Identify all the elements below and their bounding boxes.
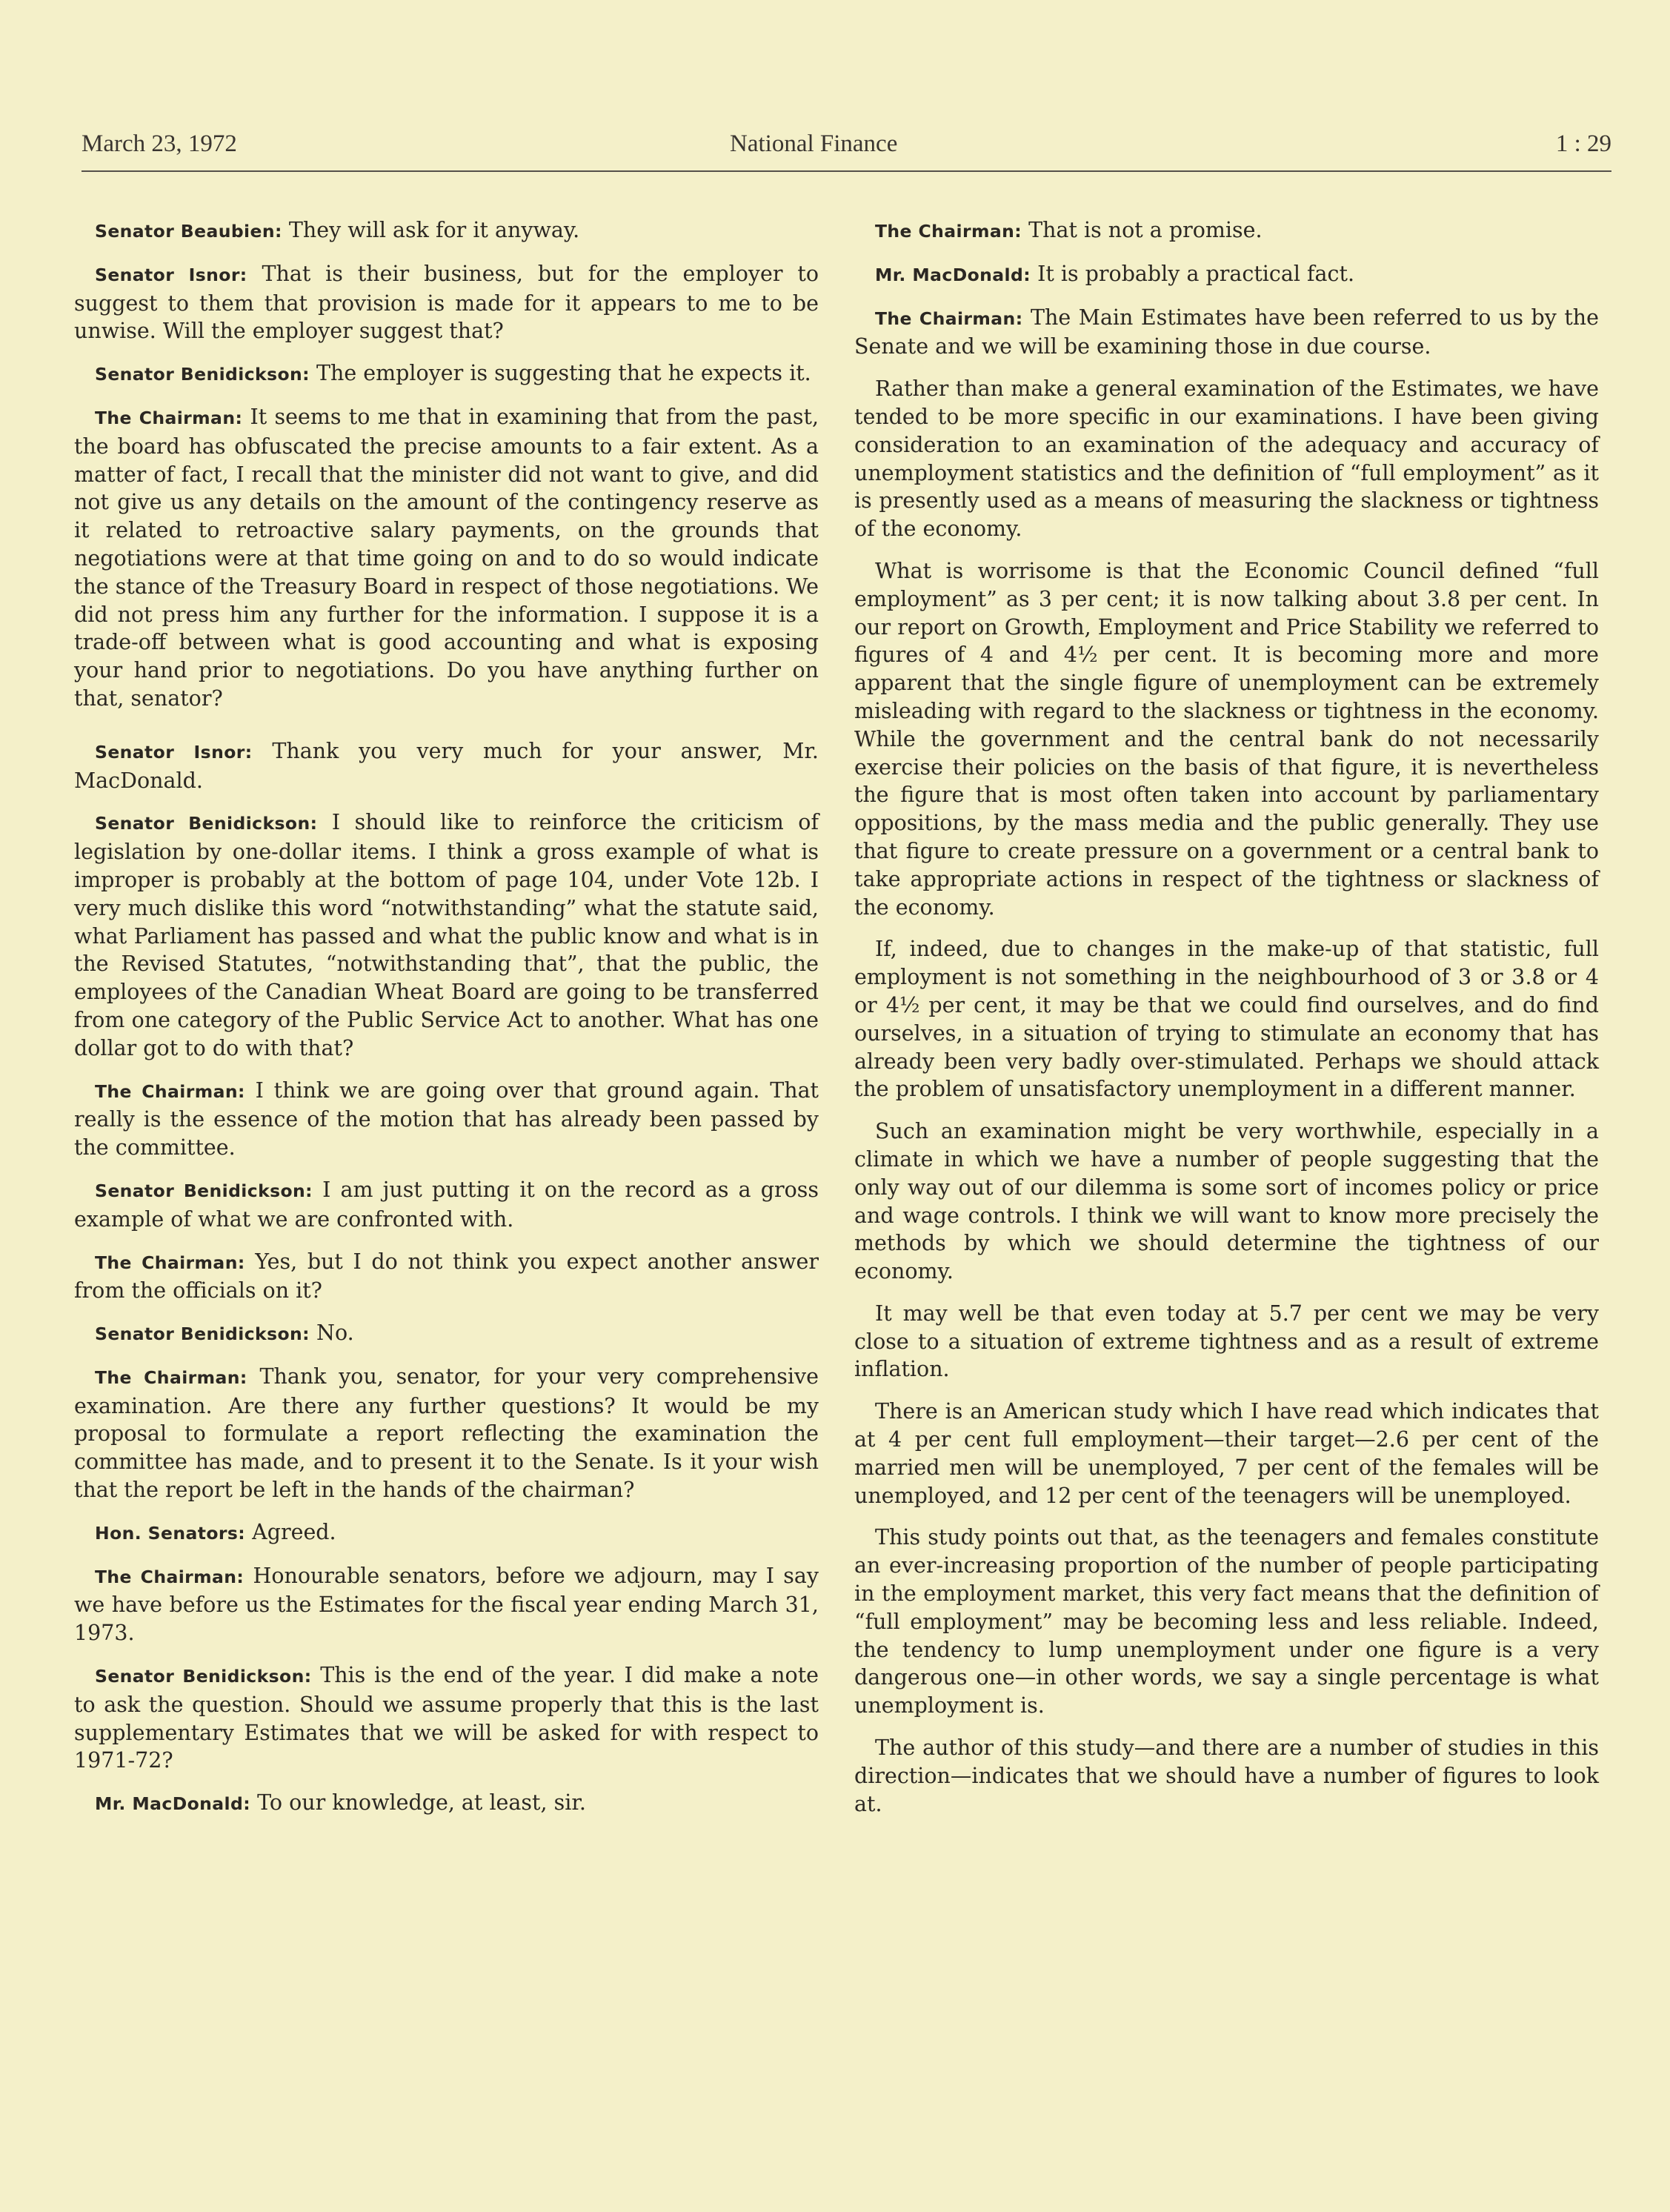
- speech-paragraph: [74, 1789, 819, 1819]
- speech-paragraph: [854, 304, 1599, 362]
- speech-text: Thank you, senator, for your very comprehensive examination. Are there any further questions? It would be my proposal to formulate a report reflecting the examination the committee has made, and to present it to the Senate. Is it your wish that the report be left in the hands of the chairman?: [74, 1364, 819, 1503]
- speech-text: It seems to me that in examining that from the past, the board has obfuscated the precise amounts to a fair extent. As a matter of fact, I recall that the minister did not want to give, and did not give us any details on the amount of the contingency reserve as it related to retroactive salary payments, on the grounds that negotiations were at that time going on and to do so would indicate the stance of the Treasury Board in respect of those negotiations. We did not press him any further for the information. I suppose it is a trade-off between what is good accounting and what is exposing your hand prior to negotiations. Do you have anything further on that, senator?: [74, 404, 819, 711]
- speech-paragraph: [74, 1248, 819, 1306]
- body-paragraph: If, indeed, due to changes in the make-up of that statistic, full employment is not something in the neighbourhood of 3 or 3.8 or 4 or 4½ per cent, it may be that we could find ourselves, and do find ourselves, in a situation of trying to stimulate an economy that has already been very badly over-stimulated. Perhaps we should attack the problem of unsatisfactory unemployment in a different manner.: [854, 937, 1599, 1102]
- speaker-name: The Chairman:: [95, 1566, 244, 1587]
- right-column: [854, 216, 1599, 1832]
- body-paragraph: This study points out that, as the teenagers and females constitute an ever-increasing proportion of the number of people participating in the employment market, this very fact means that the definition of “full employment” may be becoming less and less reliable. Indeed, the tendency to lump unemployment under one figure is a very dangerous one—in other words, we say a single percentage is what unemployment is.: [854, 1525, 1599, 1718]
- speech-text: I should like to reinforce the criticism of legislation by one-dollar items. I think a gross example of what is improper is probably at the bottom of page 104, under Vote 12b. I very much dislike this word “notwithstanding” what the statute said, what Parliament has passed and what the public know and what is in the Revised Statutes, “notwithstanding that”, that the public, the employees of the Canadian Wheat Board are going to be transferred from one category of the Public Service Act to another. What has one dollar got to do with that?: [74, 810, 819, 1060]
- page-header: [81, 126, 1611, 172]
- speaker-name: Senator Isnor:: [95, 264, 247, 285]
- speech-text: I am just putting it on the record as a gross example of what we are confronted with.: [74, 1177, 819, 1232]
- speaker-name: Senator Benidickson:: [95, 1666, 312, 1687]
- speaker-name: Senator Benidickson:: [95, 1323, 310, 1345]
- speech-paragraph: [74, 260, 819, 345]
- speech-paragraph: [74, 359, 819, 389]
- speech-text: Thank you very much for your answer, Mr. MacDonald.: [74, 738, 819, 793]
- speech-text: They will ask for it anyway.: [288, 218, 580, 242]
- left-column: [74, 216, 819, 1833]
- body-paragraph: Such an examination might be very worthwhile, especially in a climate in which we have a number of people suggesting that the only way out of our dilemma is some sort of incomes policy or price and wage controls. I think we will want to know more precisely the methods by which we should determine the tightness of our economy.: [854, 1119, 1599, 1284]
- speech-text: Yes, but I do not think you expect another answer from the officials on it?: [74, 1249, 819, 1303]
- speech-text: I think we are going over that ground again. That really is the essence of the motion that has already been passed by the committee.: [74, 1077, 819, 1160]
- speech-paragraph: [854, 260, 1599, 290]
- speech-paragraph: [74, 403, 819, 713]
- speech-text: The employer is suggesting that he expects it.: [316, 361, 811, 386]
- speech-paragraph: [74, 1077, 819, 1162]
- speech-text: It is probably a practical fact.: [1037, 261, 1355, 286]
- header-title: National Finance: [730, 130, 898, 157]
- speech-paragraph: [74, 737, 819, 795]
- speech-paragraph: [74, 1363, 819, 1504]
- body-paragraph: It may well be that even today at 5.7 per cent we may be very close to a situation of extreme tightness and as a result of extreme inflation.: [854, 1301, 1599, 1382]
- speech-paragraph: [74, 808, 819, 1062]
- speech-paragraph: [74, 1319, 819, 1349]
- header-date: March 23, 1972: [81, 130, 237, 157]
- speech-paragraph: [74, 1562, 819, 1647]
- speaker-name: The Chairman:: [95, 1080, 245, 1102]
- header-page-number: 1 : 29: [1555, 130, 1611, 157]
- speech-paragraph: [74, 1518, 819, 1548]
- speech-paragraph: [74, 1661, 819, 1775]
- speaker-name: Mr. MacDonald:: [95, 1793, 251, 1815]
- body-paragraph: Rather than make a general examination of the Estimates, we have tended to be more specific in our examinations. I have been giving consideration to an examination of the adequacy and accuracy of unemployment statistics and the definition of “full employment” as it is presently used as a means of measuring the slackness or tightness of the economy.: [854, 376, 1599, 542]
- speech-text: Honourable senators, before we adjourn, may I say we have before us the Estimates for the fiscal year ending March 31, 1973.: [74, 1563, 819, 1646]
- speaker-name: Senator Beaubien:: [95, 221, 282, 242]
- speaker-name: The Chairman:: [875, 221, 1022, 242]
- speech-paragraph: [74, 216, 819, 246]
- body-paragraph: What is worrisome is that the Economic Council defined “full employment” as 3 per cent; it is now talking about 3.8 per cent. In our report on Growth, Employment and Price Stability we referred to figures of 4 and 4½ per cent. It is becoming more and more apparent that the single figure of unemployment can be extremely misleading with regard to the slackness or tightness in the economy. While the government and the central bank do not necessarily exercise their policies on the basis of that figure, it is nevertheless the figure that is most often taken into account by parliamentary oppositions, by the mass media and the public generally. They use that figure to create pressure on a government or a central bank to take appropriate actions in respect of the tightness or slackness of the economy.: [854, 558, 1599, 920]
- speaker-name: Senator Benidickson:: [95, 1180, 313, 1201]
- speech-paragraph: [854, 216, 1599, 246]
- speaker-name: The Chairman:: [95, 1366, 247, 1388]
- speaker-name: The Chairman:: [875, 308, 1023, 329]
- speech-paragraph: [74, 1176, 819, 1234]
- speech-text: That is not a promise.: [1028, 218, 1263, 242]
- speaker-name: Mr. MacDonald:: [875, 264, 1031, 285]
- speech-text: The Main Estimates have been referred to us by the Senate and we will be examining those in due course.: [854, 305, 1600, 359]
- speech-text: That is their business, but for the employer to suggest to them that provision is made for it appears to me to be unwise. Will the employer suggest that?: [74, 261, 819, 344]
- speech-text: No.: [316, 1321, 354, 1346]
- body-paragraph: There is an American study which I have read which indicates that at 4 per cent full employment—their target—2.6 per cent of the married men will be unemployed, 7 per cent of the females will be unemployed, and 12 per cent of the teenagers will be unemployed.: [854, 1399, 1599, 1508]
- speaker-name: Senator Benidickson:: [95, 813, 318, 834]
- speaker-name: The Chairman:: [95, 407, 243, 428]
- speech-text: Agreed.: [252, 1519, 336, 1544]
- speaker-name: Senator Isnor:: [95, 741, 253, 763]
- speaker-name: Senator Benidickson:: [95, 364, 310, 385]
- speaker-name: Hon. Senators:: [95, 1522, 246, 1544]
- speech-text: To our knowledge, at least, sir.: [257, 1790, 586, 1816]
- body-paragraph: The author of this study—and there are a number of studies in this direction—indicates that we should have a number of figures to look at.: [854, 1736, 1599, 1816]
- speech-text: This is the end of the year. I did make a note to ask the question. Should we assume properly that this is the last supplementary Estimates that we will be asked for with respect to 1971-72?: [74, 1663, 819, 1773]
- speaker-name: The Chairman:: [95, 1252, 245, 1273]
